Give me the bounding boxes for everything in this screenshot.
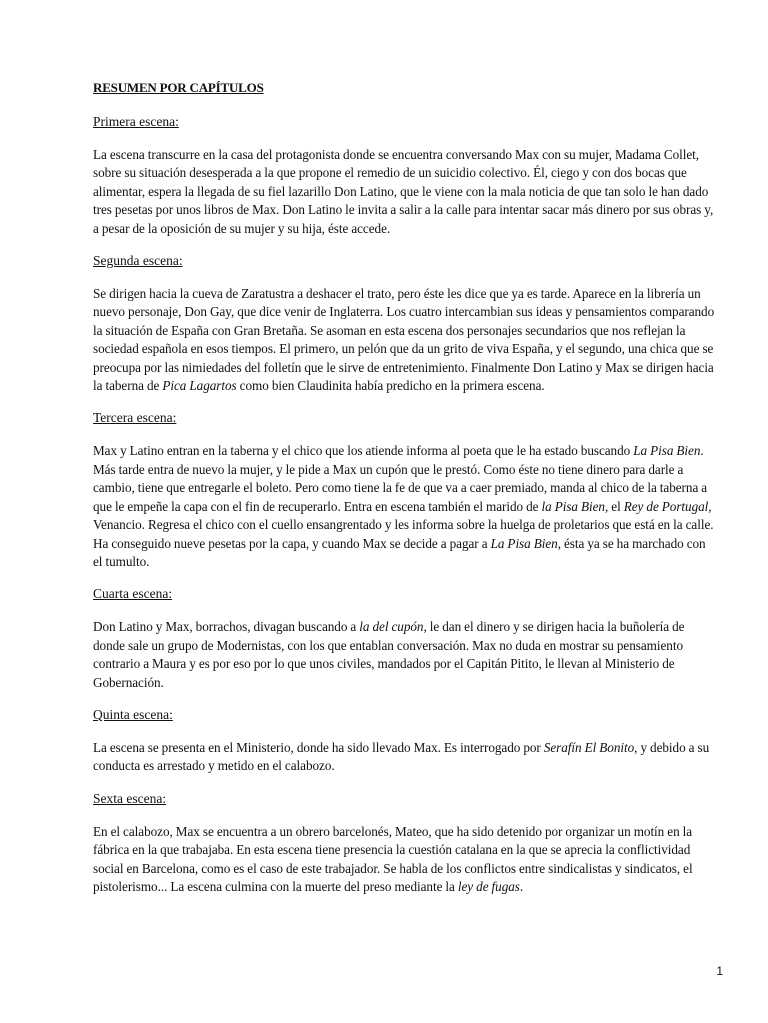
text-run: La escena transcurre en la casa del protagonista donde se encuentra conversando Max con su mujer, Madama Collet, sobre su situación desesperada a la que propone el remedio de un suicidio colectivo. Él, ciego y con dos bocas que alimentar, espera la llegada de su fiel lazarillo Don Latino, que le viene con la mala noticia de que tan solo le han dado tres pesetas por unos libros de Max. Don Latino le invita a salir a la calle para intentar sacar más dinero por sus obras y, a pesar de la oposición de su mujer y su hija, éste accede. [93,147,714,236]
section-paragraph [93,146,718,238]
italic-text-run: Pica Lagartos [162,378,237,394]
text-run: , y debido a su conducta es arrestado y metido en el calabozo. [93,739,710,774]
text-run: le dan el dinero y se dirigen hacia la buñolería de donde sale un grupo de Modernistas, con los que entablan conversación. Max no duda en mostrar su pensamiento contrario a Maura y es por eso por lo que unos civiles, mandados por el Capitán Pitito, le llevan al Ministerio de Gobernación. [93,619,685,690]
text-run: como bien Claudinita había predicho en la primera escena. [236,378,545,394]
section-heading: Segunda escena: [93,253,183,269]
text-run: Se dirigen hacia la cueva de Zaratustra a deshacer el trato, pero éste les dice que ya es tarde. Aparece en la librería un nuevo personaje, Don Gay, que dice venir de Inglaterra. Los cuatro intercambian sus ideas y pensamientos comparando la situación de España con Gran Bretaña. Se asoman en esta escena dos personajes secundarios que nos reflejan la sociedad española en esos tiempos. El primero, un pelón que da un grito de viva España, y el segundo, una chica que se preocupa por las nimiedades del folletín que le sirve de entretenimiento. Finalmente Don Latino y Max se dirigen hacia la taberna de [93,286,715,394]
sections-container [93,113,718,896]
document-content [93,79,718,910]
italic-text-run: Serafín El Bonito [543,739,635,755]
text-run: . [519,878,524,894]
section-paragraph [93,442,718,571]
section-heading: Quinta escena: [93,706,173,722]
section-heading: Cuarta escena: [93,586,173,602]
document-title: RESUMEN POR CAPÍTULOS [93,80,264,95]
text-run: , ésta ya se ha marchado con el tumulto. [93,535,706,569]
section-heading: Tercera escena: [93,410,177,426]
page-number: 1 [716,964,723,978]
section-heading: Sexta escena: [93,790,167,806]
section-paragraph [93,618,718,692]
section-paragraph [93,739,718,776]
italic-text-run: La Pisa Bien [490,535,558,551]
italic-text-run: La Pisa Bien [633,443,701,459]
text-run: , Venancio. Regresa el chico con el cuello ensangrentado y les informa sobre la huelga de proletarios que está en la calle. Ha conseguido nueve pesetas por la capa, y cuando Max se decide a pagar a [93,498,714,551]
text-run: . Más tarde entra de nuevo la mujer, y le pide a Max un cupón que le prestó. Como éste no tiene dinero para darle a cambio, tiene que entregarle el boleto. Pero como tiene la fe de que va a caer premiado, manda al chico de la taberna a que le empeñe la capa con el fin de recuperarlo. Entra en escena también el marido de [93,443,708,514]
section-heading: Primera escena: [93,114,179,129]
text-run: En el calabozo, Max se encuentra a un obrero barcelonés, Mateo, que ha sido detenido por organizar un motín en la fábrica en la que trabajaba. En esta escena tiene presencia la cuestión catalana en la que se aprecia la conflictividad social en Barcelona, como es el caso de este trabajador. Se habla de los conflictos entre sindicalistas y sindicatos, el pistolerismo... La escena culmina con la muerte del preso mediante la [93,823,693,894]
text-run: Don Latino y Max, borrachos, divagan buscando a [93,619,360,635]
section-paragraph [93,285,718,395]
text-run: La escena se presenta en el Ministerio, donde ha sido llevado Max. Es interrogado por [93,739,544,755]
italic-text-run: la del cupón, [359,619,427,635]
text-run: , el [604,498,624,514]
text-run: Max y Latino entran en la taberna y el chico que los atiende informa al poeta que le ha estado buscando [93,443,634,459]
section-paragraph [93,823,718,897]
italic-text-run: Rey de Portugal [623,498,709,514]
italic-text-run: la Pisa Bien [541,498,605,514]
italic-text-run: ley de fugas [457,878,520,894]
